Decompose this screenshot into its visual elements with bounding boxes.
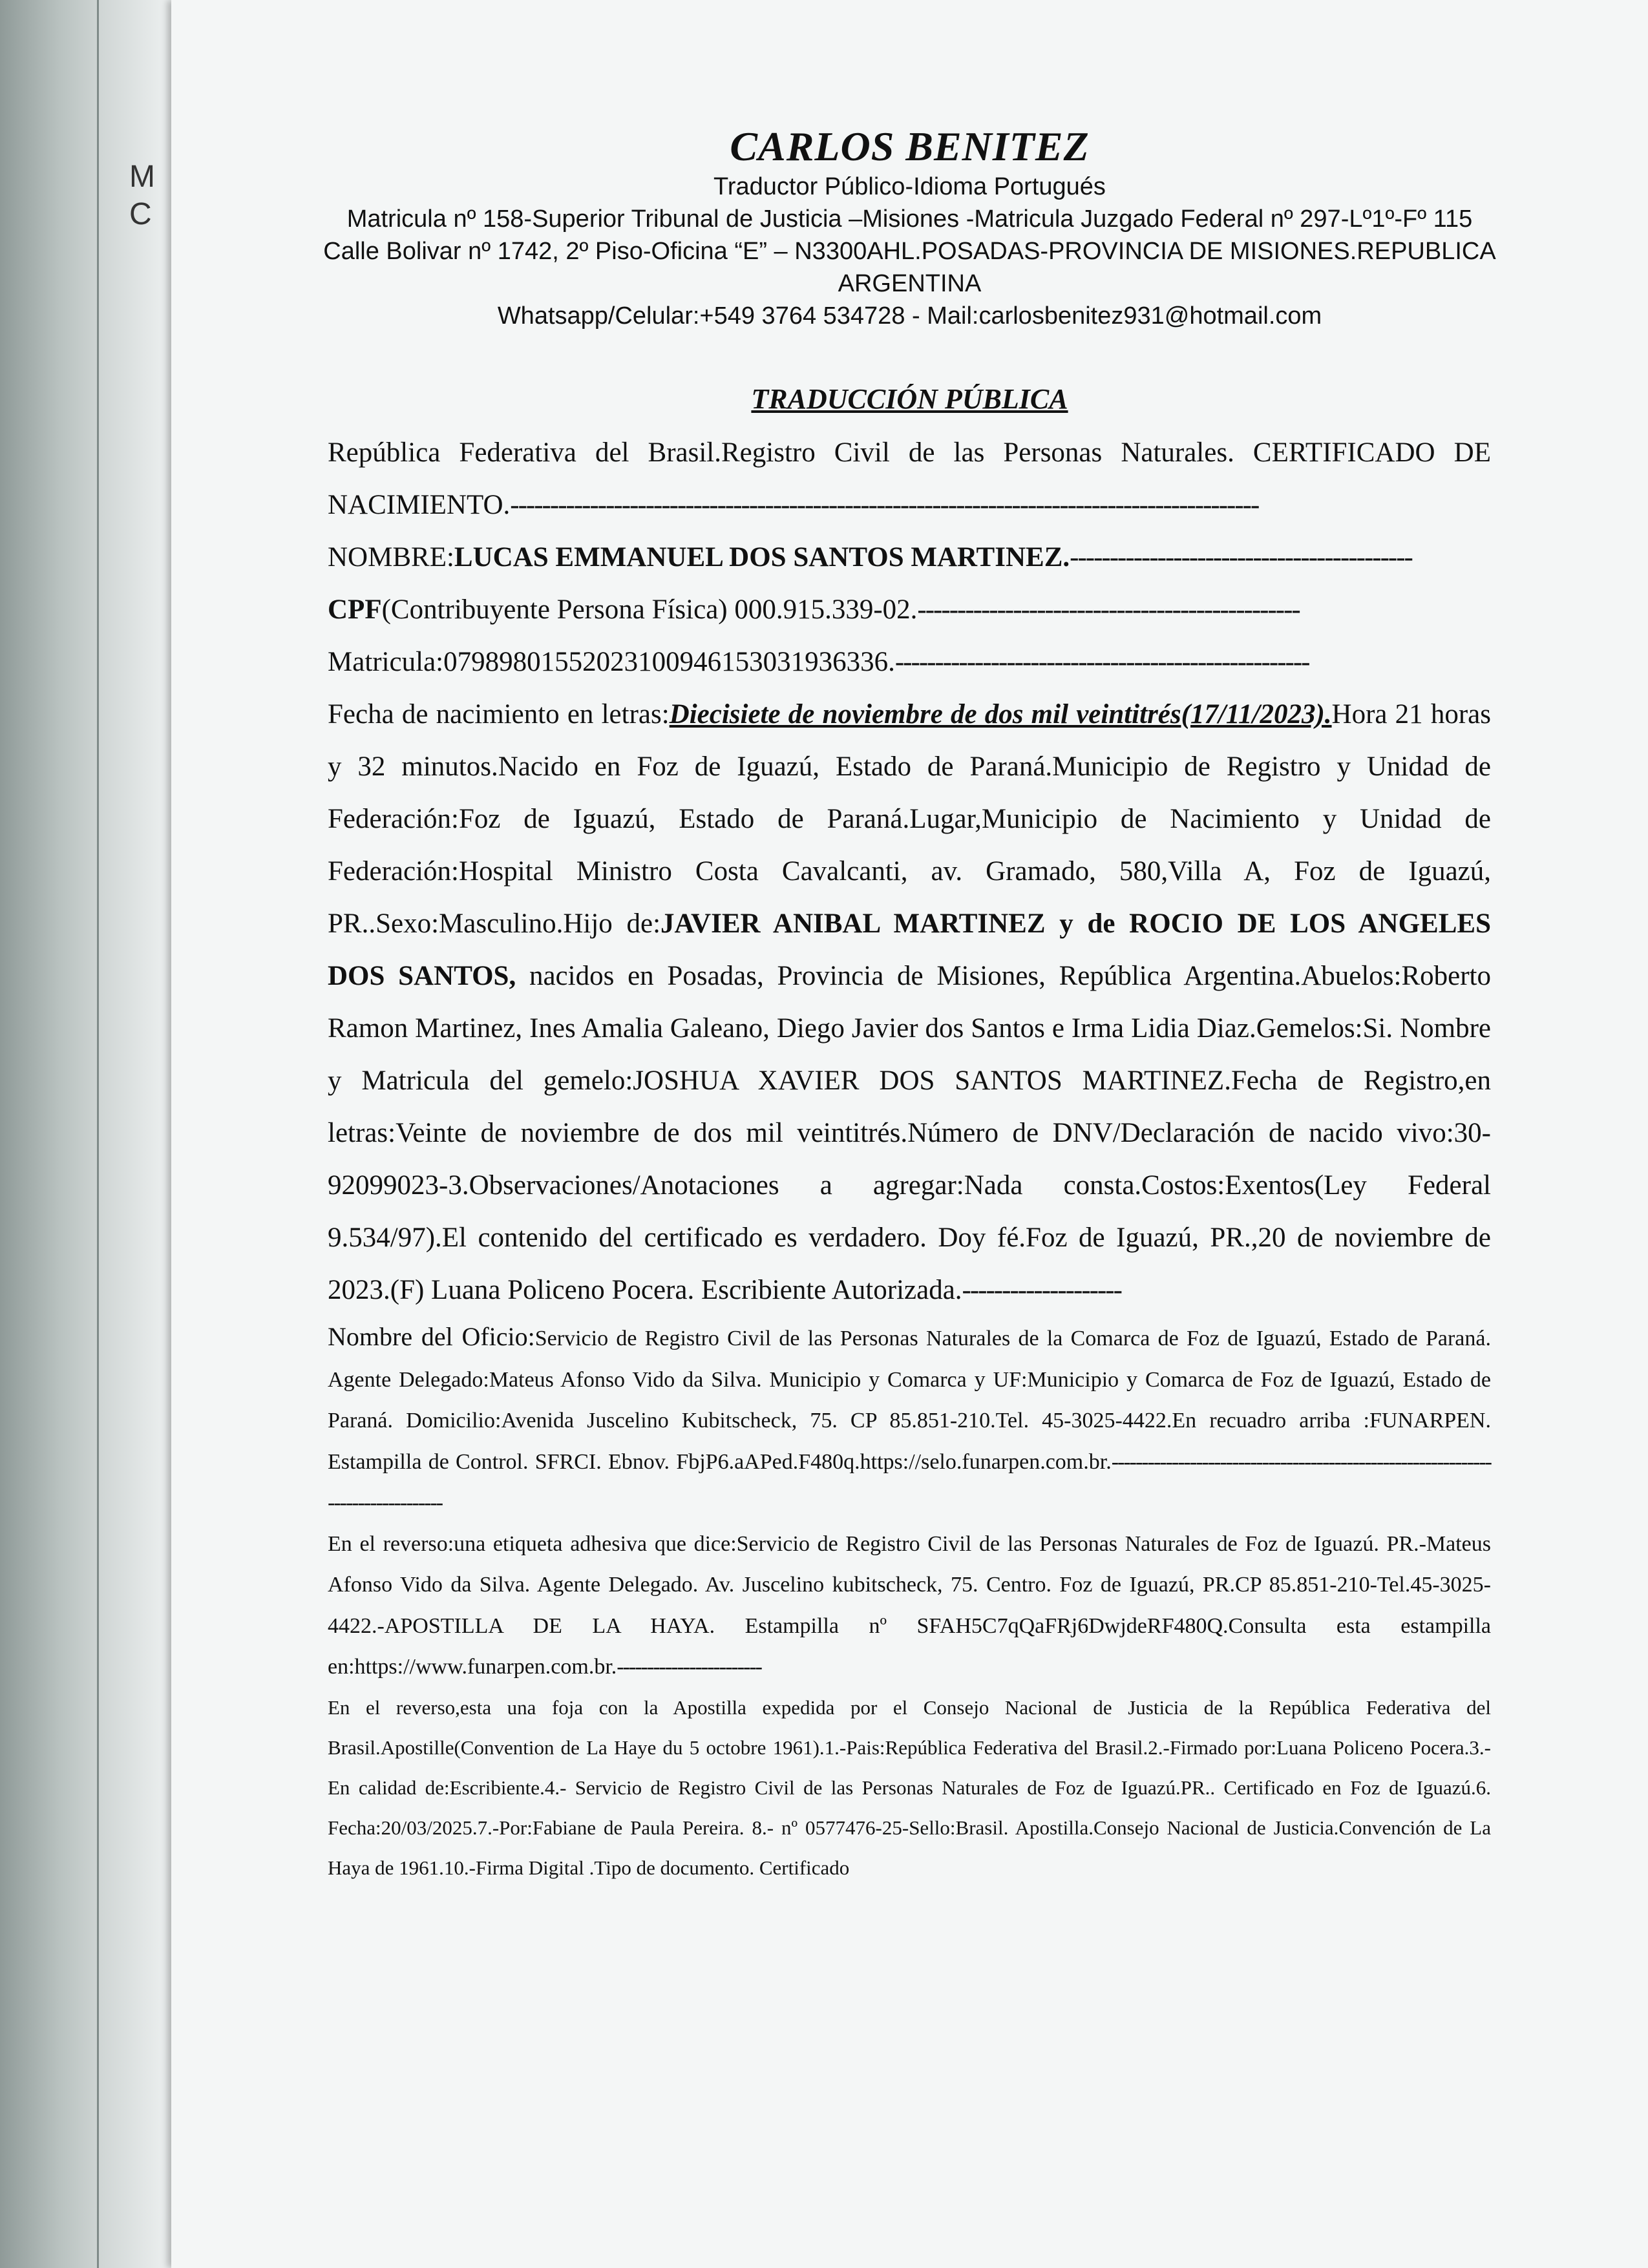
reverse-label: En el reverso:	[328, 1531, 454, 1556]
filler-dashes: ------------------------------------------------	[917, 594, 1300, 625]
address-line: Calle Bolivar nº 1742, 2º Piso-Oficina “E” – N3300AHL.POSADAS-PROVINCIA DE MISIONES.REPUBLICA	[323, 238, 1496, 265]
office-paragraph	[328, 1316, 1491, 1524]
birth-details-paragraph	[328, 688, 1491, 1316]
birth-details-continued: nacidos en Posadas, Provincia de Misiones, República Argentina.Abuelos:Roberto Ramon Martinez, Ines Amalia Galeano, Diego Javier dos Santos e Irma Lidia Diaz.Gemelos:Si. Nombre y Matricula del gemelo:JOSHUA XAVIER DOS SANTOS MARTINEZ.Fecha de Registro,en letras:Veinte de noviembre de dos mil veintitrés.Número de DNV/Declaración de nacido vivo:30-92099023-3.Observaciones/Anotaciones a agregar:Nada consta.Costos:Exentos(Ley Federal 9.534/97).El contenido del certificado es verdadero. Doy fé.Foz de Iguazú, PR.,20 de noviembre de 2023.(F) Luana Policeno Pocera. Escribiente Autorizada.	[328, 961, 1491, 1305]
cpf-paragraph	[328, 583, 1491, 636]
translator-name: CARLOS BENITEZ	[730, 123, 1090, 169]
document-title: TRADUCCIÓN PÚBLICA	[751, 383, 1068, 415]
filler-dashes: -------------------------------------------	[1070, 542, 1412, 572]
translator-subtitle: Traductor Público-Idioma Portugués	[713, 173, 1106, 200]
parents-names: JAVIER ANIBAL MARTINEZ y de ROCIO DE LOS ANGELES DOS SANTOS,	[328, 908, 1491, 991]
underlying-page-text	[129, 158, 155, 233]
underlying-page	[97, 0, 173, 2268]
translation-body	[328, 426, 1491, 1888]
registration-line: Matricula nº 158-Superior Tribunal de Justicia –Misiones -Matricula Juzgado Federal nº 297-Lº1º-Fº 115	[346, 205, 1473, 233]
matricula-paragraph	[328, 636, 1491, 688]
person-name: LUCAS EMMANUEL DOS SANTOS MARTINEZ.	[454, 542, 1070, 572]
office-label: Nombre del Oficio:	[328, 1322, 535, 1351]
name-label: NOMBRE:	[328, 542, 454, 572]
contact-line: Whatsapp/Celular:+549 3764 534728 - Mail:carlosbenitez931@hotmail.com	[497, 302, 1322, 330]
letterhead	[171, 123, 1648, 332]
filler-dashes: ----------------------------------------------------------------------------------	[328, 1449, 1491, 1515]
apostille-paragraph: En el reverso,esta una foja con la Apostilla expedida por el Consejo Nacional de Justicia de la República Federativa del Brasil.Apostille(Convention de La Haye du 5 octobre 1961).1.-Pais:República Federativa del Brasil.2.-Firmado por:Luana Policeno Pocera.3.- En calidad de:Escribiente.4.- Servicio de Registro Civil de las Personas Naturales de Foz de Iguazú.PR.. Certificado en Foz de Iguazú.6. Fecha:20/03/2025.7.-Por:Fabiane de Paula Pereira. 8.- nº 0577476-25-Sello:Brasil. Apostilla.Consejo Nacional de Justicia.Convención de La Haya de 1961.10.-Firma Digital .Tipo de documento. Certificado	[328, 1696, 1491, 1879]
birth-details-text: Hora 21 horas y 32 minutos.Nacido en Foz de Iguazú, Estado de Paraná.Municipio de Registro y Unidad de Federación:Foz de Iguazú, Estado de Paraná.Lugar,Municipio de Nacimiento y Unidad de Federación:Hospital Ministro Costa Cavalcanti, av. Gramado, 580,Villa A, Foz de Iguazú, PR..Sexo:Masculino.Hijo de:	[328, 699, 1492, 939]
reverse-text: una etiqueta adhesiva que dice:Servicio de Registro Civil de las Personas Naturales de Foz de Iguazú. PR.-Mateus Afonso Vido da Silva. Agente Delegado. Av. Juscelino kubitscheck, 75. Centro. Foz de Iguazú, PR.CP 85.851-210-Tel.45-3025-4422.-APOSTILLA DE LA HAYA. Estampilla nº SFAH5C7qQaFRj6DwjdeRF480Q.Consulta esta estampilla en:https://www.funarpen.com.br.	[328, 1531, 1492, 1679]
filler-dashes: ------------------------	[617, 1655, 761, 1679]
cpf-label: CPF	[328, 594, 382, 625]
cpf-value: (Contribuyente Persona Física) 000.915.339-02.	[381, 594, 918, 625]
filler-dashes: ----------------------------------------------------	[894, 647, 1309, 677]
birth-date-words: Diecisiete de noviembre de dos mil veintitrés(17/11/2023).	[669, 699, 1332, 730]
filler-dashes: --------------------	[962, 1275, 1121, 1305]
reverse-label-paragraph	[328, 1524, 1491, 1688]
certificate-header-paragraph	[328, 426, 1491, 531]
underlying-letter: C	[129, 197, 152, 231]
name-paragraph	[328, 531, 1491, 583]
filler-dashes: ----------------------------------------------------------------------------------------------	[510, 490, 1259, 520]
underlying-letter: M	[129, 160, 155, 194]
address-line-country: ARGENTINA	[838, 270, 982, 297]
document-page	[171, 0, 1648, 2268]
matricula-text: Matricula:07989801552023100946153031936336.	[328, 647, 895, 677]
certificate-header-text: República Federativa del Brasil.Registro Civil de las Personas Naturales. CERTIFICADO DE NACIMIENTO.	[328, 437, 1491, 520]
underlying-page-edge	[0, 0, 171, 2268]
office-text: Servicio de Registro Civil de las Personas Naturales de la Comarca de Foz de Iguazú, Estado de Paraná. Agente Delegado:Mateus Afonso Vido da Silva. Municipio y Comarca y UF:Municipio y Comarca de Foz de Iguazú, Estado de Paraná. Domicilio:Avenida Juscelino Kubitscheck, 75. CP 85.851-210.Tel. 45-3025-4422.En recuadro arriba :FUNARPEN. Estampilla de Control. SFRCI. Ebnov. FbjP6.aAPed.F480q.https://selo.funarpen.com.br.	[328, 1327, 1491, 1474]
birth-date-label: Fecha de nacimiento en letras:	[328, 699, 670, 730]
